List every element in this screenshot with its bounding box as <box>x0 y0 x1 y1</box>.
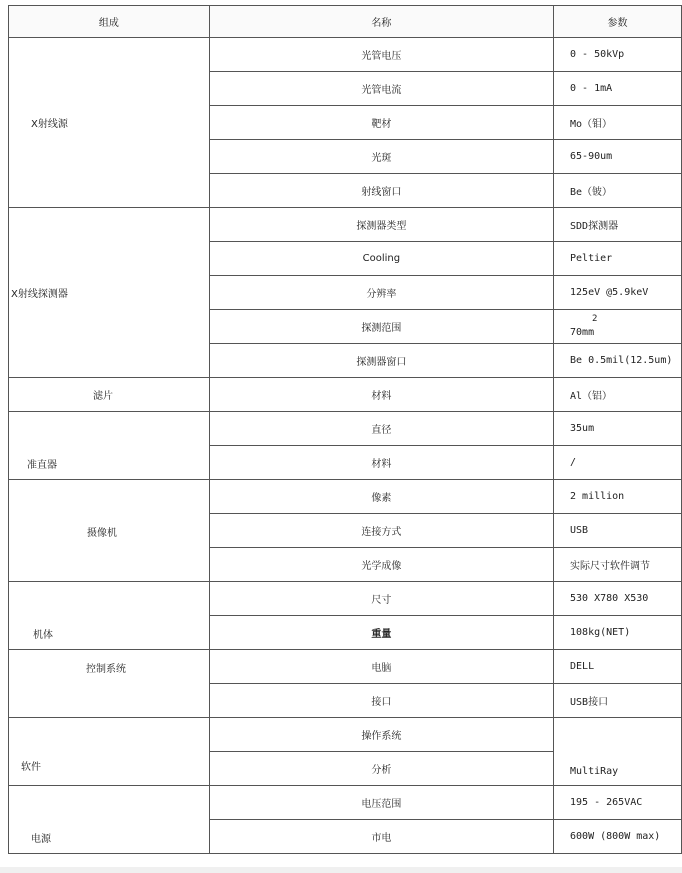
row-name: 射线窗口 <box>209 174 553 208</box>
row-value: 125eV @5.9keV <box>554 276 682 310</box>
row-name: 接口 <box>209 684 553 718</box>
row-value: SDD探测器 <box>554 208 682 242</box>
row-name: 直径 <box>209 412 553 446</box>
group-xray-detector: X射线探测器 <box>9 208 210 378</box>
row-value-merged: MultiRay <box>554 718 682 786</box>
row-name: 光斑 <box>209 140 553 174</box>
row-value: / <box>554 446 682 480</box>
group-control-system: 控制系统 <box>9 650 210 718</box>
row-name: 市电 <box>209 820 553 854</box>
table-row <box>9 208 682 242</box>
row-name: 重量 <box>209 616 553 650</box>
group-body: 机体 <box>9 582 210 650</box>
row-name: 光管电流 <box>209 72 553 106</box>
row-value: 2 million <box>554 480 682 514</box>
superscript: 2 <box>592 314 598 324</box>
row-name: 探测范围 <box>209 310 553 344</box>
row-name: 光管电压 <box>209 38 553 72</box>
table-row <box>9 480 682 514</box>
row-value: Al（铝） <box>554 378 682 412</box>
row-value: USB接口 <box>554 684 682 718</box>
group-xray-source: X射线源 <box>9 38 210 208</box>
table-row <box>9 412 682 446</box>
group-collimator: 准直器 <box>9 412 210 480</box>
row-value: Peltier <box>554 242 682 276</box>
row-value: 65-90um <box>554 140 682 174</box>
row-name: 材料 <box>209 378 553 412</box>
table-row <box>9 378 682 412</box>
row-value: 195 - 265VAC <box>554 786 682 820</box>
row-value: USB <box>554 514 682 548</box>
row-name: 探测器窗口 <box>209 344 553 378</box>
row-value <box>554 310 682 344</box>
row-name: 分析 <box>209 752 553 786</box>
header-component: 组成 <box>9 6 210 38</box>
row-name: 电压范围 <box>209 786 553 820</box>
row-name: 分辨率 <box>209 276 553 310</box>
group-camera: 摄像机 <box>9 480 210 582</box>
row-value: 35um <box>554 412 682 446</box>
spec-table <box>8 5 682 854</box>
row-name: 像素 <box>209 480 553 514</box>
header-row <box>9 6 682 38</box>
row-value: 实际尺寸软件调节 <box>554 548 682 582</box>
row-value: 530 X780 X530 <box>554 582 682 616</box>
row-value: Be（铍） <box>554 174 682 208</box>
table-row <box>9 38 682 72</box>
row-value: 0 - 50kVp <box>554 38 682 72</box>
row-name: 光学成像 <box>209 548 553 582</box>
group-software: 软件 <box>9 718 210 786</box>
row-name: 连接方式 <box>209 514 553 548</box>
row-name: 靶材 <box>209 106 553 140</box>
row-value: Mo（钼） <box>554 106 682 140</box>
group-power: 电源 <box>9 786 210 854</box>
row-name: 材料 <box>209 446 553 480</box>
group-filter: 滤片 <box>9 378 210 412</box>
row-value: 600W (800W max) <box>554 820 682 854</box>
bottom-bar <box>0 867 682 873</box>
row-value: 0 - 1mA <box>554 72 682 106</box>
header-param: 参数 <box>554 6 682 38</box>
header-name: 名称 <box>209 6 553 38</box>
row-name: 电脑 <box>209 650 553 684</box>
value-text: 70mm <box>570 327 595 338</box>
table-row <box>9 582 682 616</box>
row-name: Cooling <box>209 242 553 276</box>
table-row <box>9 786 682 820</box>
row-value: 108kg(NET) <box>554 616 682 650</box>
table-row <box>9 650 682 684</box>
row-name: 操作系统 <box>209 718 553 752</box>
row-value: DELL <box>554 650 682 684</box>
row-name: 尺寸 <box>209 582 553 616</box>
table-row <box>9 718 682 752</box>
row-name: 探测器类型 <box>209 208 553 242</box>
row-value: Be 0.5mil(12.5um) <box>554 344 682 378</box>
